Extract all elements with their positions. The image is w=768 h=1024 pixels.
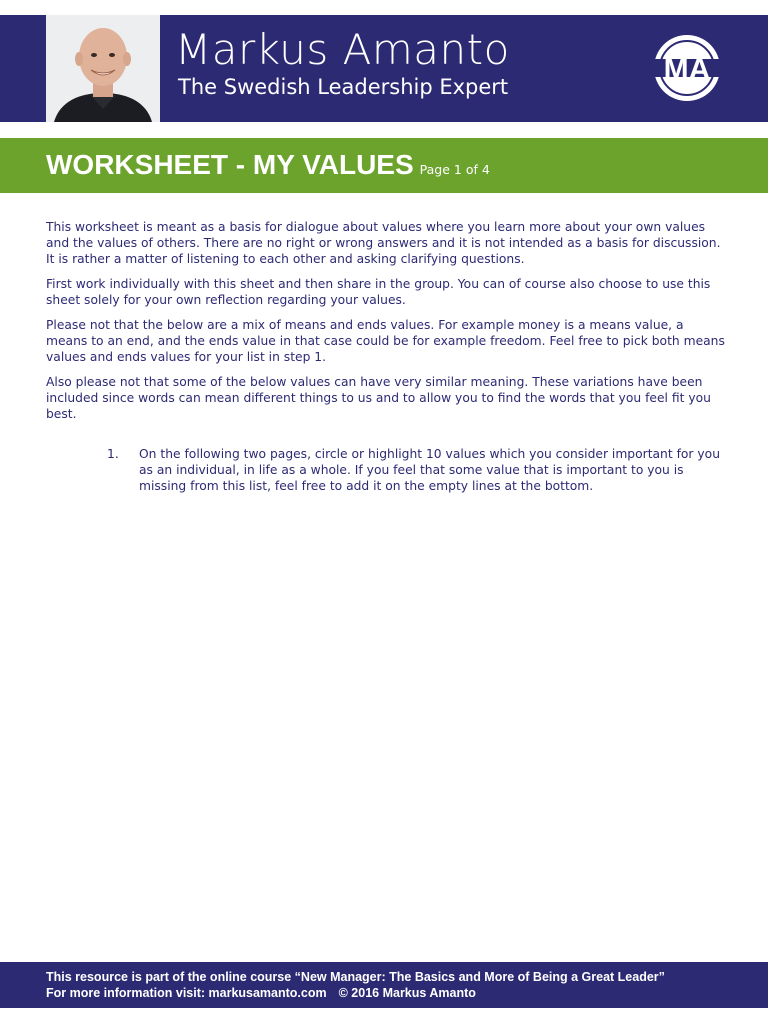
logo-text: MA xyxy=(663,53,711,86)
portrait-image xyxy=(46,15,160,122)
footer-banner xyxy=(0,962,768,1008)
course-note: This resource is part of the online course “New Manager: The Basics and More of Being a Great Leader” xyxy=(46,970,665,984)
paragraph: First work individually with this sheet and then share in the group. You can of course also choose to use this sheet solely for your own reflection regarding your values. xyxy=(46,277,711,307)
paragraph: Also please not that some of the below values can have very similar meaning. These variations have been included since words can mean different things to us and to allow you to find the words that you feel fit you best. xyxy=(46,375,711,421)
website-link[interactable]: For more information visit: markusamanto.com xyxy=(46,986,327,1000)
paragraph: Please not that the below are a mix of means and ends values. For example money is a means value, a means to an end, and the ends value in that case could be for example freedom. Feel free to pick both means values and ends values for your list in step 1. xyxy=(46,318,725,364)
copyright: © 2016 Markus Amanto xyxy=(338,986,476,1000)
author-tagline: The Swedish Leadership Expert xyxy=(178,75,509,99)
intro-text xyxy=(46,219,726,431)
header-banner xyxy=(0,15,768,122)
list-item-number: 1. xyxy=(107,447,119,461)
list-item-text: On the following two pages, circle or highlight 10 values which you consider important for you as an individual, in life as a whole. If you feel that some value that is important to you is missing from this list, feel free to add it on the empty lines at the bottom. xyxy=(139,447,720,493)
author-name: Markus Amanto xyxy=(175,25,510,74)
author-photo xyxy=(46,15,160,122)
paragraph: This worksheet is meant as a basis for dialogue about values where you learn more about your own values and the values of others. There are no right or wrong answers and it is not intended as a basis for discussion. It is rather a matter of listening to each other and asking clarifying questions. xyxy=(46,220,721,266)
worksheet-title-text: WORKSHEET - MY VALUES xyxy=(46,149,414,180)
worksheet-title xyxy=(46,148,490,187)
footer-info xyxy=(46,986,476,1000)
page-indicator: Page 1 of 4 xyxy=(419,162,490,177)
ma-logo xyxy=(652,33,722,103)
title-bar xyxy=(0,138,768,193)
